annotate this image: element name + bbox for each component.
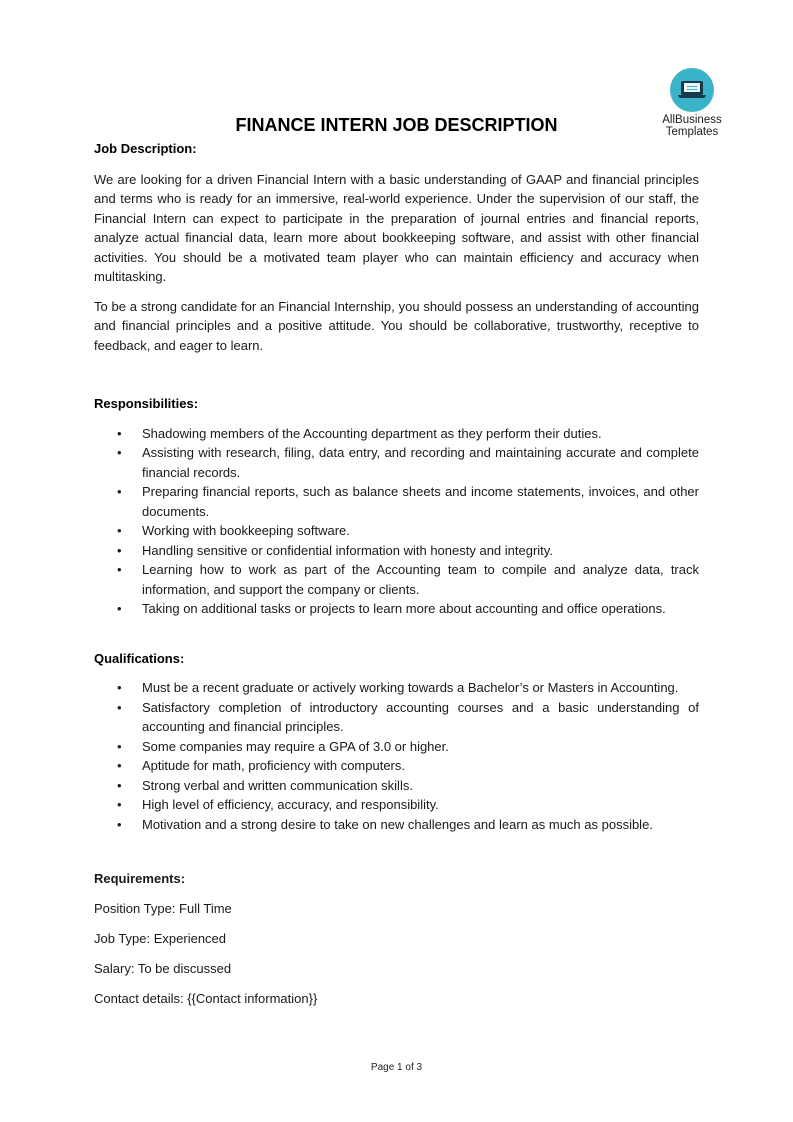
- bullet-icon: •: [117, 738, 122, 754]
- logo-line-1: AllBusiness: [662, 114, 722, 126]
- list-item: [94, 443, 699, 482]
- bullet-icon: •: [117, 562, 122, 577]
- list-item: [94, 521, 699, 541]
- bullet-icon: •: [117, 680, 122, 695]
- bullet-icon: •: [117, 777, 122, 793]
- bullet-icon: •: [117, 816, 122, 832]
- qualifications-list: [94, 678, 699, 834]
- job-description-paragraph: To be a strong candidate for an Financial Internship, you should possess an understanding of accounting and financial principles and a positive attitude. You should be collaborative, trustworthy, receptive to feedback, and eager to learn.: [94, 298, 699, 353]
- list-item: [94, 737, 699, 757]
- list-item-text: Must be a recent graduate or actively working towards a Bachelor’s or Masters in Accounting.: [142, 680, 679, 695]
- bullet-icon: •: [117, 699, 122, 715]
- bullet-icon: •: [117, 797, 122, 812]
- list-item-text: Strong verbal and written communication skills.: [142, 777, 413, 793]
- responsibilities-heading: Responsibilities:: [94, 396, 199, 411]
- list-item-text: High level of efficiency, accuracy, and responsibility.: [142, 797, 439, 812]
- laptop-icon: [670, 68, 714, 112]
- list-item-text: Handling sensitive or confidential information with honesty and integrity.: [142, 542, 553, 558]
- requirement-line: Salary: To be discussed: [94, 961, 232, 976]
- bullet-icon: •: [117, 601, 122, 616]
- logo-line-2: Templates: [665, 126, 719, 138]
- list-item-text: Learning how to work as part of the Accounting team to compile and analyze data, track information, and support the company or clients.: [142, 562, 699, 597]
- qualifications-heading: Qualifications:: [94, 650, 185, 666]
- bullet-icon: •: [117, 523, 122, 538]
- bullet-icon: •: [117, 758, 122, 773]
- document-body: [94, 139, 699, 1019]
- job-description-heading: Job Description:: [94, 141, 197, 156]
- list-item: [94, 560, 699, 599]
- responsibilities-list: [94, 424, 699, 619]
- list-item: [94, 678, 699, 698]
- bullet-icon: •: [117, 445, 122, 460]
- requirement-line: Position Type: Full Time: [94, 901, 232, 916]
- list-item-text: Some companies may require a GPA of 3.0 or higher.: [142, 738, 449, 754]
- list-item: [94, 424, 699, 444]
- list-item-text: Motivation and a strong desire to take on new challenges and learn as much as possible.: [142, 816, 653, 832]
- list-item-text: Shadowing members of the Accounting department as they perform their duties.: [142, 425, 602, 441]
- requirements-heading: Requirements:: [94, 871, 186, 886]
- list-item-text: Satisfactory completion of introductory accounting courses and a basic understanding of accounting and financial principles.: [142, 699, 699, 734]
- requirement-line: Contact details: {{Contact information}}: [94, 991, 318, 1006]
- list-item: [94, 698, 699, 737]
- list-item: [94, 776, 699, 796]
- list-item-text: Working with bookkeeping software.: [142, 523, 350, 538]
- list-item: [94, 599, 699, 619]
- list-item: [94, 541, 699, 561]
- requirement-line: Job Type: Experienced: [94, 931, 227, 946]
- bullet-icon: •: [117, 484, 122, 499]
- list-item: [94, 482, 699, 521]
- list-item: [94, 756, 699, 776]
- list-item-text: Taking on additional tasks or projects to learn more about accounting and office operations.: [142, 601, 666, 616]
- list-item-text: Preparing financial reports, such as balance sheets and income statements, invoices, and other documents.: [142, 484, 699, 519]
- job-description-paragraph: We are looking for a driven Financial Intern with a basic understanding of GAAP and financial principles and terms who is ready for an immersive, real-world experience. Under the supervision of our staff, the Financial Intern can expect to participate in the preparation of journal entries and financial reports, analyze actual financial data, learn more about bookkeeping software, and assist with other financial activities. You should be a motivated team player who can maintain efficiency and accuracy when multitasking.: [94, 171, 699, 284]
- document-title: FINANCE INTERN JOB DESCRIPTION: [235, 115, 558, 135]
- list-item-text: Aptitude for math, proficiency with computers.: [142, 758, 406, 773]
- bullet-icon: •: [117, 542, 122, 558]
- list-item: [94, 815, 699, 835]
- list-item-text: Assisting with research, filing, data entry, and recording and maintaining accurate and complete financial records.: [142, 445, 699, 480]
- list-item: [94, 795, 699, 815]
- bullet-icon: •: [117, 425, 122, 441]
- page-number: Page 1 of 3: [370, 1062, 423, 1073]
